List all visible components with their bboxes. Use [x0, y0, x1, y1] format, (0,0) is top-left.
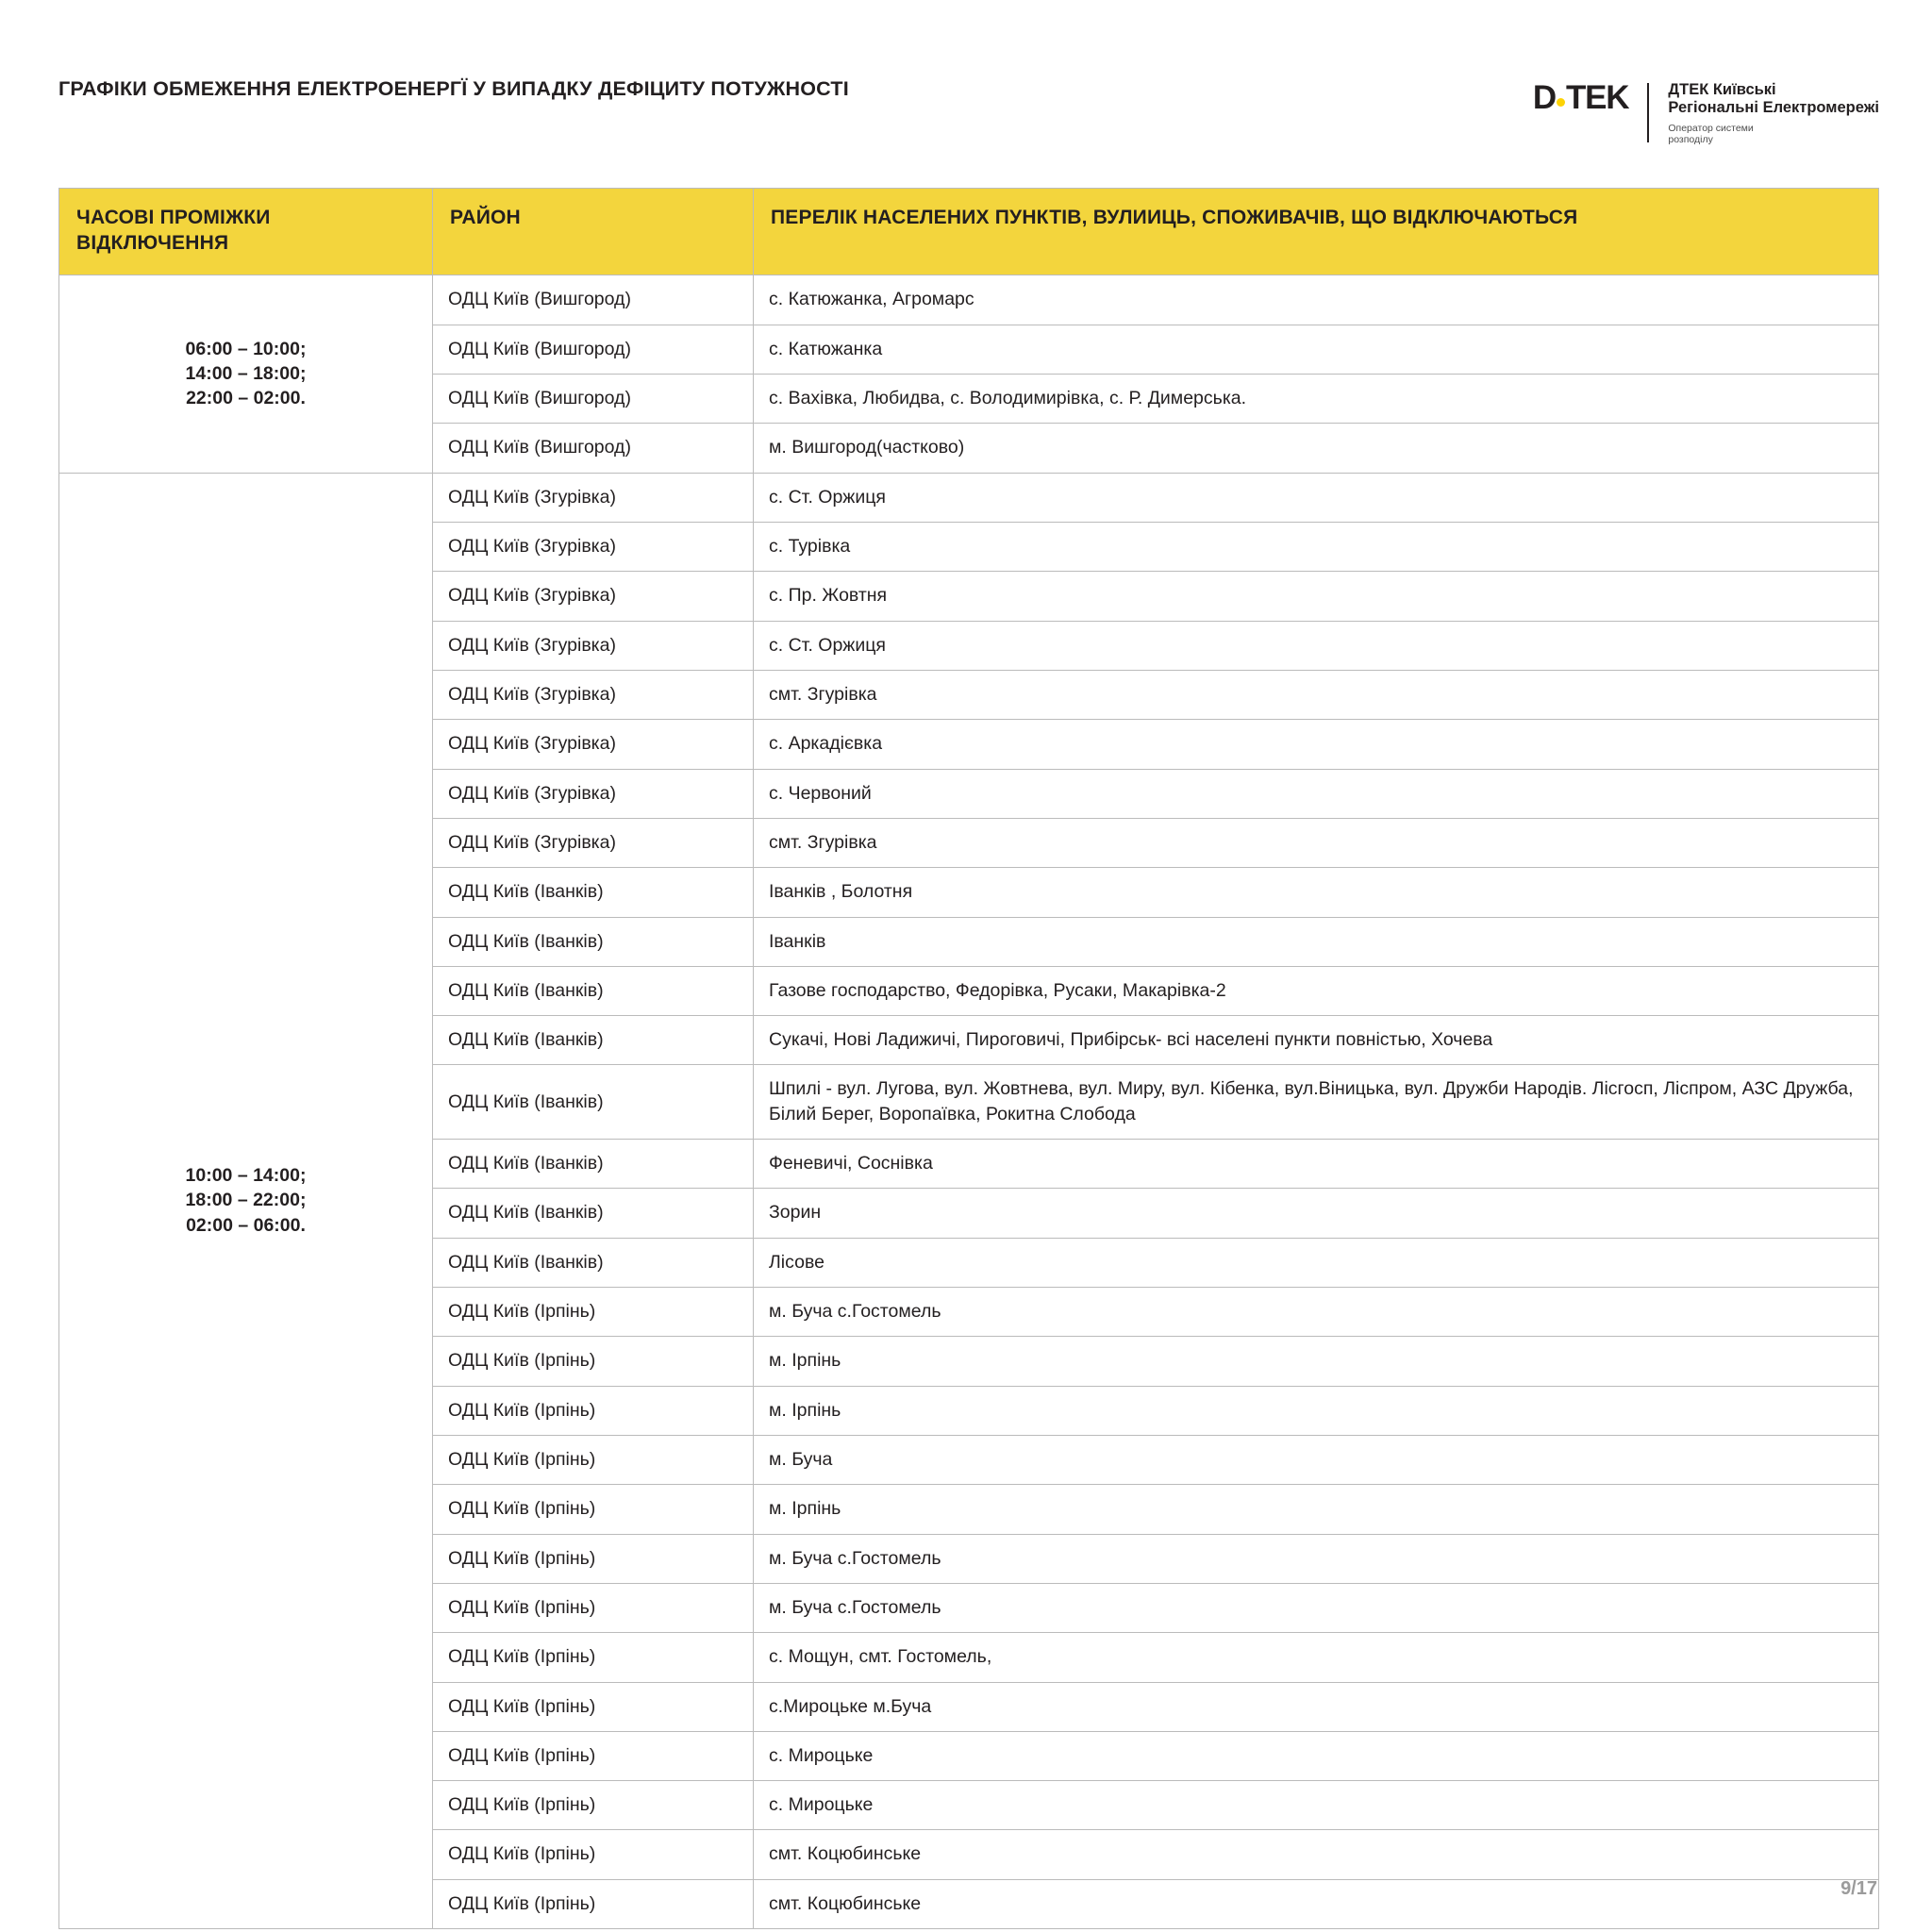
- places-cell: с. Мироцьке: [754, 1781, 1879, 1830]
- table-body: [59, 275, 1879, 1929]
- places-cell: Газове господарство, Федорівка, Русаки, Макарівка-2: [754, 966, 1879, 1015]
- places-cell: Лісове: [754, 1238, 1879, 1287]
- district-cell: ОДЦ Київ (Ірпінь): [433, 1682, 754, 1731]
- places-cell: м. Ірпінь: [754, 1386, 1879, 1435]
- district-cell: ОДЦ Київ (Вишгород): [433, 325, 754, 374]
- district-cell: ОДЦ Київ (Ірпінь): [433, 1534, 754, 1583]
- logo-mark-right: TEK: [1565, 79, 1629, 116]
- column-header-places: ПЕРЕЛІК НАСЕЛЕНИХ ПУНКТІВ, ВУЛИИЦЬ, СПОЖИВАЧІВ, ЩО ВІДКЛЮЧАЮТЬСЯ: [754, 188, 1879, 275]
- places-cell: Феневичі, Соснівка: [754, 1140, 1879, 1189]
- places-cell: с. Пр. Жовтня: [754, 572, 1879, 621]
- places-cell: смт. Коцюбинське: [754, 1830, 1879, 1879]
- logo-mark-left: D: [1532, 79, 1556, 116]
- places-cell: Іванків , Болотня: [754, 868, 1879, 917]
- logo-dot-icon: [1557, 98, 1565, 107]
- time-interval-line: 14:00 – 18:00;: [185, 362, 307, 384]
- places-cell: с. Мощун, смт. Гостомель,: [754, 1633, 1879, 1682]
- places-cell: м. Ірпінь: [754, 1337, 1879, 1386]
- places-cell: м. Буча с.Гостомель: [754, 1534, 1879, 1583]
- district-cell: ОДЦ Київ (Ірпінь): [433, 1731, 754, 1780]
- district-cell: ОДЦ Київ (Ірпінь): [433, 1633, 754, 1682]
- district-cell: ОДЦ Київ (Іванків): [433, 1140, 754, 1189]
- district-cell: ОДЦ Київ (Іванків): [433, 1189, 754, 1238]
- places-cell: с. Червоний: [754, 769, 1879, 818]
- page-title: ГРАФІКИ ОБМЕЖЕННЯ ЕЛЕКТРОЕНЕРГЇ У ВИПАДКУ ДЕФІЦИТУ ПОТУЖНОСТІ: [58, 77, 849, 100]
- district-cell: ОДЦ Київ (Іванків): [433, 966, 754, 1015]
- logo-divider: [1647, 83, 1649, 142]
- places-cell: с. Мироцьке: [754, 1731, 1879, 1780]
- places-cell: м. Ірпінь: [754, 1485, 1879, 1534]
- district-cell: ОДЦ Київ (Ірпінь): [433, 1337, 754, 1386]
- district-cell: ОДЦ Київ (Ірпінь): [433, 1435, 754, 1484]
- logo-wordmark: [1668, 81, 1879, 146]
- district-cell: ОДЦ Київ (Згурівка): [433, 769, 754, 818]
- logo-line-1: ДТЕК Київські: [1668, 81, 1776, 98]
- places-cell: с. Ст. Оржиця: [754, 473, 1879, 522]
- district-cell: ОДЦ Київ (Згурівка): [433, 818, 754, 867]
- places-cell: Шпилі - вул. Лугова, вул. Жовтнева, вул. Миру, вул. Кібенка, вул.Віницька, вул. Дружби Народів. Лісгосп, Ліспром, АЗС Дружба, Білий Берег, Воропаївка, Рокитна Слобода: [754, 1065, 1879, 1140]
- time-interval-line: 10:00 – 14:00;: [185, 1164, 307, 1186]
- column-header-time: ЧАСОВІ ПРОМІЖКИ ВІДКЛЮЧЕННЯ: [59, 188, 433, 275]
- district-cell: ОДЦ Київ (Ірпінь): [433, 1288, 754, 1337]
- places-cell: смт. Згурівка: [754, 818, 1879, 867]
- places-cell: с. Турівка: [754, 523, 1879, 572]
- time-interval-cell: [59, 275, 433, 473]
- places-cell: с. Вахівка, Любидва, с. Володимирівка, с. Р. Димерська.: [754, 375, 1879, 424]
- table-row: [59, 275, 1879, 325]
- district-cell: ОДЦ Київ (Іванків): [433, 868, 754, 917]
- logo-line-3: Оператор системи: [1668, 122, 1754, 134]
- district-cell: ОДЦ Київ (Іванків): [433, 917, 754, 966]
- district-cell: ОДЦ Київ (Згурівка): [433, 720, 754, 769]
- district-cell: ОДЦ Київ (Вишгород): [433, 375, 754, 424]
- district-cell: ОДЦ Київ (Вишгород): [433, 424, 754, 473]
- page-number: 9/17: [1840, 1878, 1877, 1899]
- dtek-logo: [1533, 77, 1879, 146]
- district-cell: ОДЦ Київ (Іванків): [433, 1238, 754, 1287]
- district-cell: ОДЦ Київ (Ірпінь): [433, 1781, 754, 1830]
- district-cell: ОДЦ Київ (Іванків): [433, 1016, 754, 1065]
- time-interval-line: 22:00 – 02:00.: [186, 388, 306, 409]
- table-header-row: [59, 188, 1879, 275]
- places-cell: м. Буча с.Гостомель: [754, 1583, 1879, 1632]
- district-cell: ОДЦ Київ (Іванків): [433, 1065, 754, 1140]
- district-cell: ОДЦ Київ (Згурівка): [433, 572, 754, 621]
- places-cell: смт. Згурівка: [754, 670, 1879, 719]
- places-cell: с. Катюжанка, Агромарс: [754, 275, 1879, 325]
- logo-line-4: розподілу: [1668, 134, 1713, 146]
- places-cell: Зорин: [754, 1189, 1879, 1238]
- page-header: [0, 0, 1932, 146]
- dtek-logo-mark: [1533, 81, 1628, 114]
- places-cell: м. Вишгород(частково): [754, 424, 1879, 473]
- places-cell: Іванків: [754, 917, 1879, 966]
- district-cell: ОДЦ Київ (Ірпінь): [433, 1386, 754, 1435]
- logo-line-2: Регіональні Електромережі: [1668, 99, 1879, 117]
- district-cell: ОДЦ Київ (Ірпінь): [433, 1485, 754, 1534]
- places-cell: с. Катюжанка: [754, 325, 1879, 374]
- schedule-table: [58, 188, 1879, 1929]
- district-cell: ОДЦ Київ (Згурівка): [433, 523, 754, 572]
- district-cell: ОДЦ Київ (Ірпінь): [433, 1583, 754, 1632]
- district-cell: ОДЦ Київ (Ірпінь): [433, 1830, 754, 1879]
- district-cell: ОДЦ Київ (Згурівка): [433, 473, 754, 522]
- places-cell: с. Аркадієвка: [754, 720, 1879, 769]
- district-cell: ОДЦ Київ (Згурівка): [433, 621, 754, 670]
- column-header-district: РАЙОН: [433, 188, 754, 275]
- district-cell: ОДЦ Київ (Ірпінь): [433, 1879, 754, 1928]
- places-cell: м. Буча с.Гостомель: [754, 1288, 1879, 1337]
- places-cell: м. Буча: [754, 1435, 1879, 1484]
- district-cell: ОДЦ Київ (Вишгород): [433, 275, 754, 325]
- table-row: [59, 473, 1879, 522]
- time-interval-line: 18:00 – 22:00;: [185, 1190, 307, 1211]
- time-interval-line: 02:00 – 06:00.: [186, 1214, 306, 1236]
- places-cell: с. Ст. Оржиця: [754, 621, 1879, 670]
- time-interval-line: 06:00 – 10:00;: [185, 338, 307, 359]
- places-cell: с.Мироцьке м.Буча: [754, 1682, 1879, 1731]
- schedule-table-wrapper: [0, 146, 1932, 1929]
- time-interval-cell: [59, 473, 433, 1928]
- district-cell: ОДЦ Київ (Згурівка): [433, 670, 754, 719]
- places-cell: смт. Коцюбинське: [754, 1879, 1879, 1928]
- places-cell: Сукачі, Нові Ладижичі, Пироговичі, Прибірськ- всі населені пункти повністью, Хочева: [754, 1016, 1879, 1065]
